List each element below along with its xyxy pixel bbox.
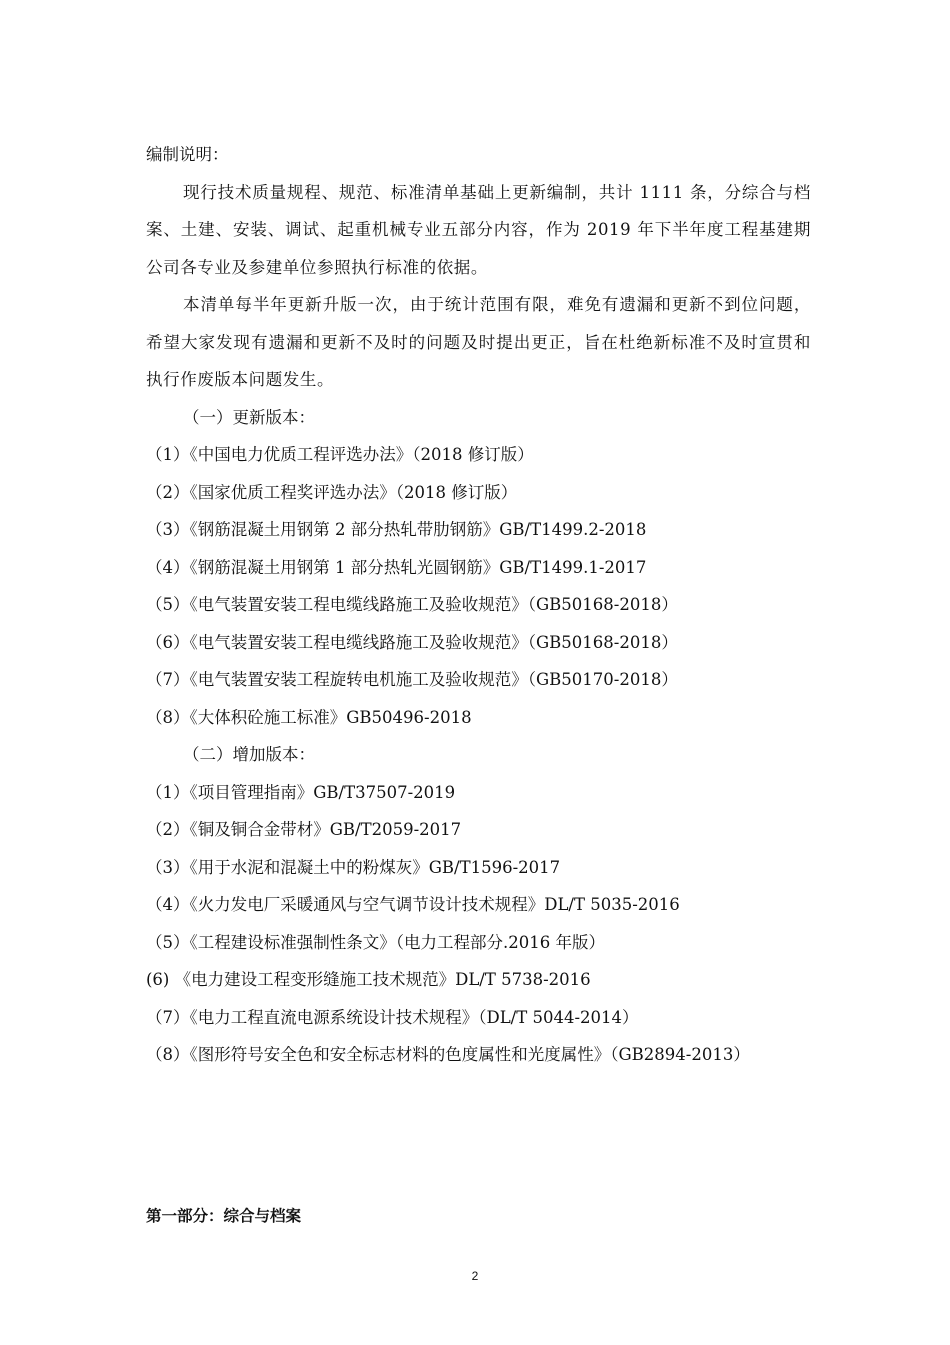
- list-item: （3）《钢筋混凝土用钢第 2 部分热轧带肋钢筋》GB/T1499.2-2018: [146, 520, 647, 539]
- list-item: （5）《工程建设标准强制性条文》（电力工程部分.2016 年版）: [146, 932, 605, 952]
- list-item: （7）《电气装置安装工程旋转电机施工及验收规范》（GB50170-2018）: [146, 670, 678, 689]
- list-item: （7）《电力工程直流电源系统设计技术规程》（DL/T 5044-2014）: [146, 1007, 639, 1027]
- list-item: （8）《图形符号安全色和安全标志材料的色度属性和光度属性》（GB2894-2013）: [146, 1045, 750, 1064]
- updated-versions-title: （一）更新版本：: [183, 407, 315, 427]
- document-heading: 编制说明：: [146, 145, 229, 164]
- list-item: （1）《中国电力优质工程评选办法》（2018 修订版）: [146, 445, 534, 464]
- list-item: （3）《用于水泥和混凝土中的粉煤灰》GB/T1596-2017: [146, 857, 561, 877]
- updated-versions-list: [146, 436, 811, 736]
- list-item: （6）《电气装置安装工程电缆线路施工及验收规范》（GB50168-2018）: [146, 632, 678, 652]
- intro-paragraph: 现行技术质量规程、规范、标准清单基础上更新编制，共计 1111 条，分综合与档案、土建、安装、调试、起重机械专业五部分内容，作为 2019 年下半年度工程基建期公司各专业及参建单位参照执行标准的依据。: [146, 182, 811, 277]
- update-policy-paragraph: 本清单每半年更新升版一次，由于统计范围有限，难免有遗漏和更新不到位问题，希望大家发现有遗漏和更新不及时的问题及时提出更正，旨在杜绝新标准不及时宣贯和执行作废版本问题发生。: [146, 295, 811, 389]
- list-item: （1）《项目管理指南》GB/T37507-2019: [146, 782, 456, 802]
- list-item: （4）《钢筋混凝土用钢第 1 部分热轧光圆钢筋》GB/T1499.1-2017: [146, 557, 647, 577]
- list-item: （2）《铜及铜合金带材》GB/T2059-2017: [146, 820, 462, 839]
- added-versions-list: [146, 774, 811, 1074]
- section-title: 第一部分：综合与档案: [146, 1207, 302, 1225]
- list-item: （4）《火力发电厂采暖通风与空气调节设计技术规程》DL/T 5035-2016: [146, 895, 680, 914]
- page-number: 2: [471, 1269, 479, 1283]
- list-item: （5）《电气装置安装工程电缆线路施工及验收规范》（GB50168-2018）: [146, 595, 678, 614]
- page-content: [146, 136, 811, 1074]
- list-item: (6) 《电力建设工程变形缝施工技术规范》DL/T 5738-2016: [146, 970, 591, 989]
- list-item: （8）《大体积砼施工标准》GB50496-2018: [146, 707, 472, 727]
- added-versions-title: （二）增加版本：: [183, 745, 315, 764]
- list-item: （2）《国家优质工程奖评选办法》（2018 修订版）: [146, 482, 518, 502]
